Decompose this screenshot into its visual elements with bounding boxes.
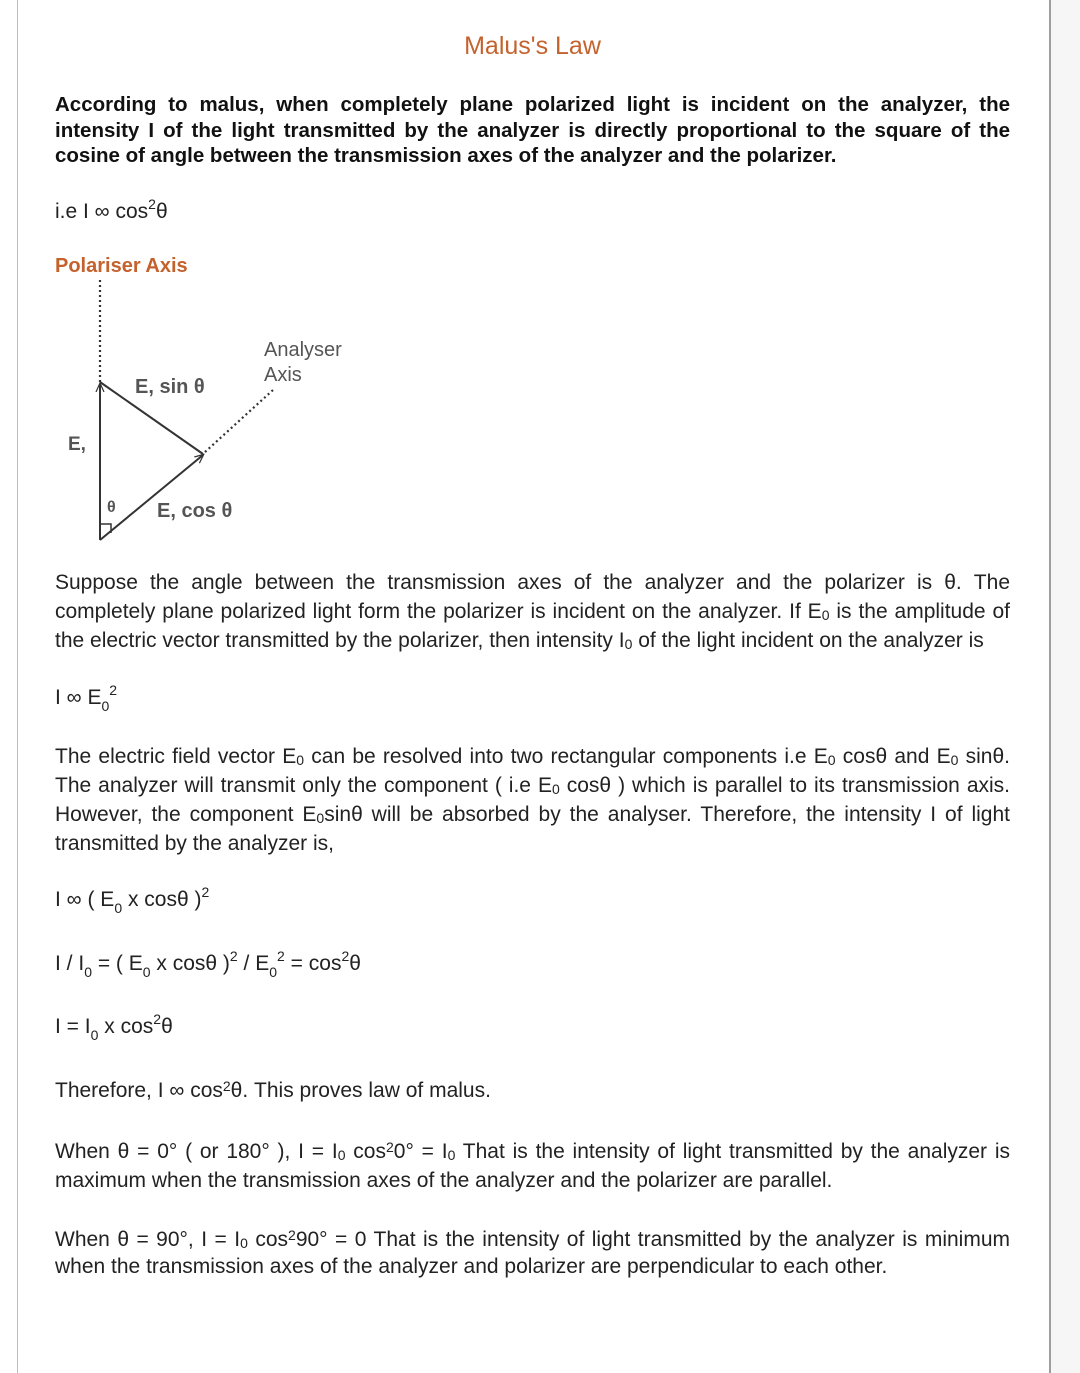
equation-intensity-amplitude: I ∞ $E_0^2$: [55, 682, 118, 714]
equation-malus: $I = I_0$ x $\cos^2\theta$: [55, 1011, 173, 1043]
polariser-axis-label: Polariser Axis: [55, 255, 188, 277]
paragraph-amplitude: Suppose the angle between the transmission axes of the analyzer and the polarizer is θ. The completely plane polarized light form the polarizer is incident on the analyzer. If $E_0$ is the amplitude of the electric vector transmitted by the polarizer, then intensity $I_0$ of the light incident on the analyzer is: [55, 571, 1011, 652]
analyser-axis-label-line2: Axis: [264, 364, 302, 386]
analyser-axis-label-line1: Analyser: [264, 339, 342, 361]
maximum-case: When θ = 0° ( or 180° ), $I = I_0$ $\cos^20^\circ = I_0$ That is the intensity of light transmitted by the analyzer is maximum when the transmission axes of the analyzer and the polarizer are parallel.: [55, 1139, 1010, 1192]
law-statement: i.e I ∞ $\cos^2\theta$: [55, 196, 168, 223]
page-title: Malus's Law: [464, 32, 601, 60]
e-cos-vector: [100, 455, 203, 540]
minimum-case: When θ = 90°, $I = I_0$ $\cos^290^\circ = 0$ That is the intensity of light transmitted by the analyzer is minimum when the transmission axes of the analyzer and polarizer are perpendicular to each other.: [55, 1227, 1010, 1278]
e0-label: E,: [68, 434, 86, 455]
analyser-axis-line: [205, 390, 273, 452]
theta-label: θ: [107, 499, 116, 516]
page-left-border: [17, 0, 18, 1373]
conclusion: Therefore, I ∞ $\cos^2\theta$. This proves law of malus.: [55, 1078, 491, 1102]
equation-ratio: I / $I_0$ = ( $E_0$ x cosθ )$^2 / E_0^2 = \cos^2\theta$: [55, 948, 361, 980]
adjacent-page-strip[interactable]: [1051, 0, 1080, 1373]
equation-proportional: I ∞ ( $E_0$ x cosθ )$^2$: [55, 884, 210, 916]
polarization-diagram: [55, 250, 475, 550]
e-sin-label: E, sin θ: [135, 376, 205, 398]
intro-paragraph: According to malus, when completely plane polarized light is incident on the analyzer, the intensity I of the light transmitted by the analyzer is directly proportional to the square of the cosine of angle between the transmission axes of the analyzer and the polarizer.: [55, 93, 1010, 167]
paragraph-components: The electric field vector $E_0$ can be resolved into two rectangular components i.e $E_0$ cosθ and $E_0$ sinθ. The analyzer will transmit only the component ( i.e $E_0$ cosθ ) which is parallel to its transmission axis. However, the component $E_0\sin\theta$ will be absorbed by the analyser. Therefore, the intensity I of light transmitted by the analyzer is,: [55, 745, 1010, 855]
e-cos-label: E, cos θ: [157, 500, 233, 522]
